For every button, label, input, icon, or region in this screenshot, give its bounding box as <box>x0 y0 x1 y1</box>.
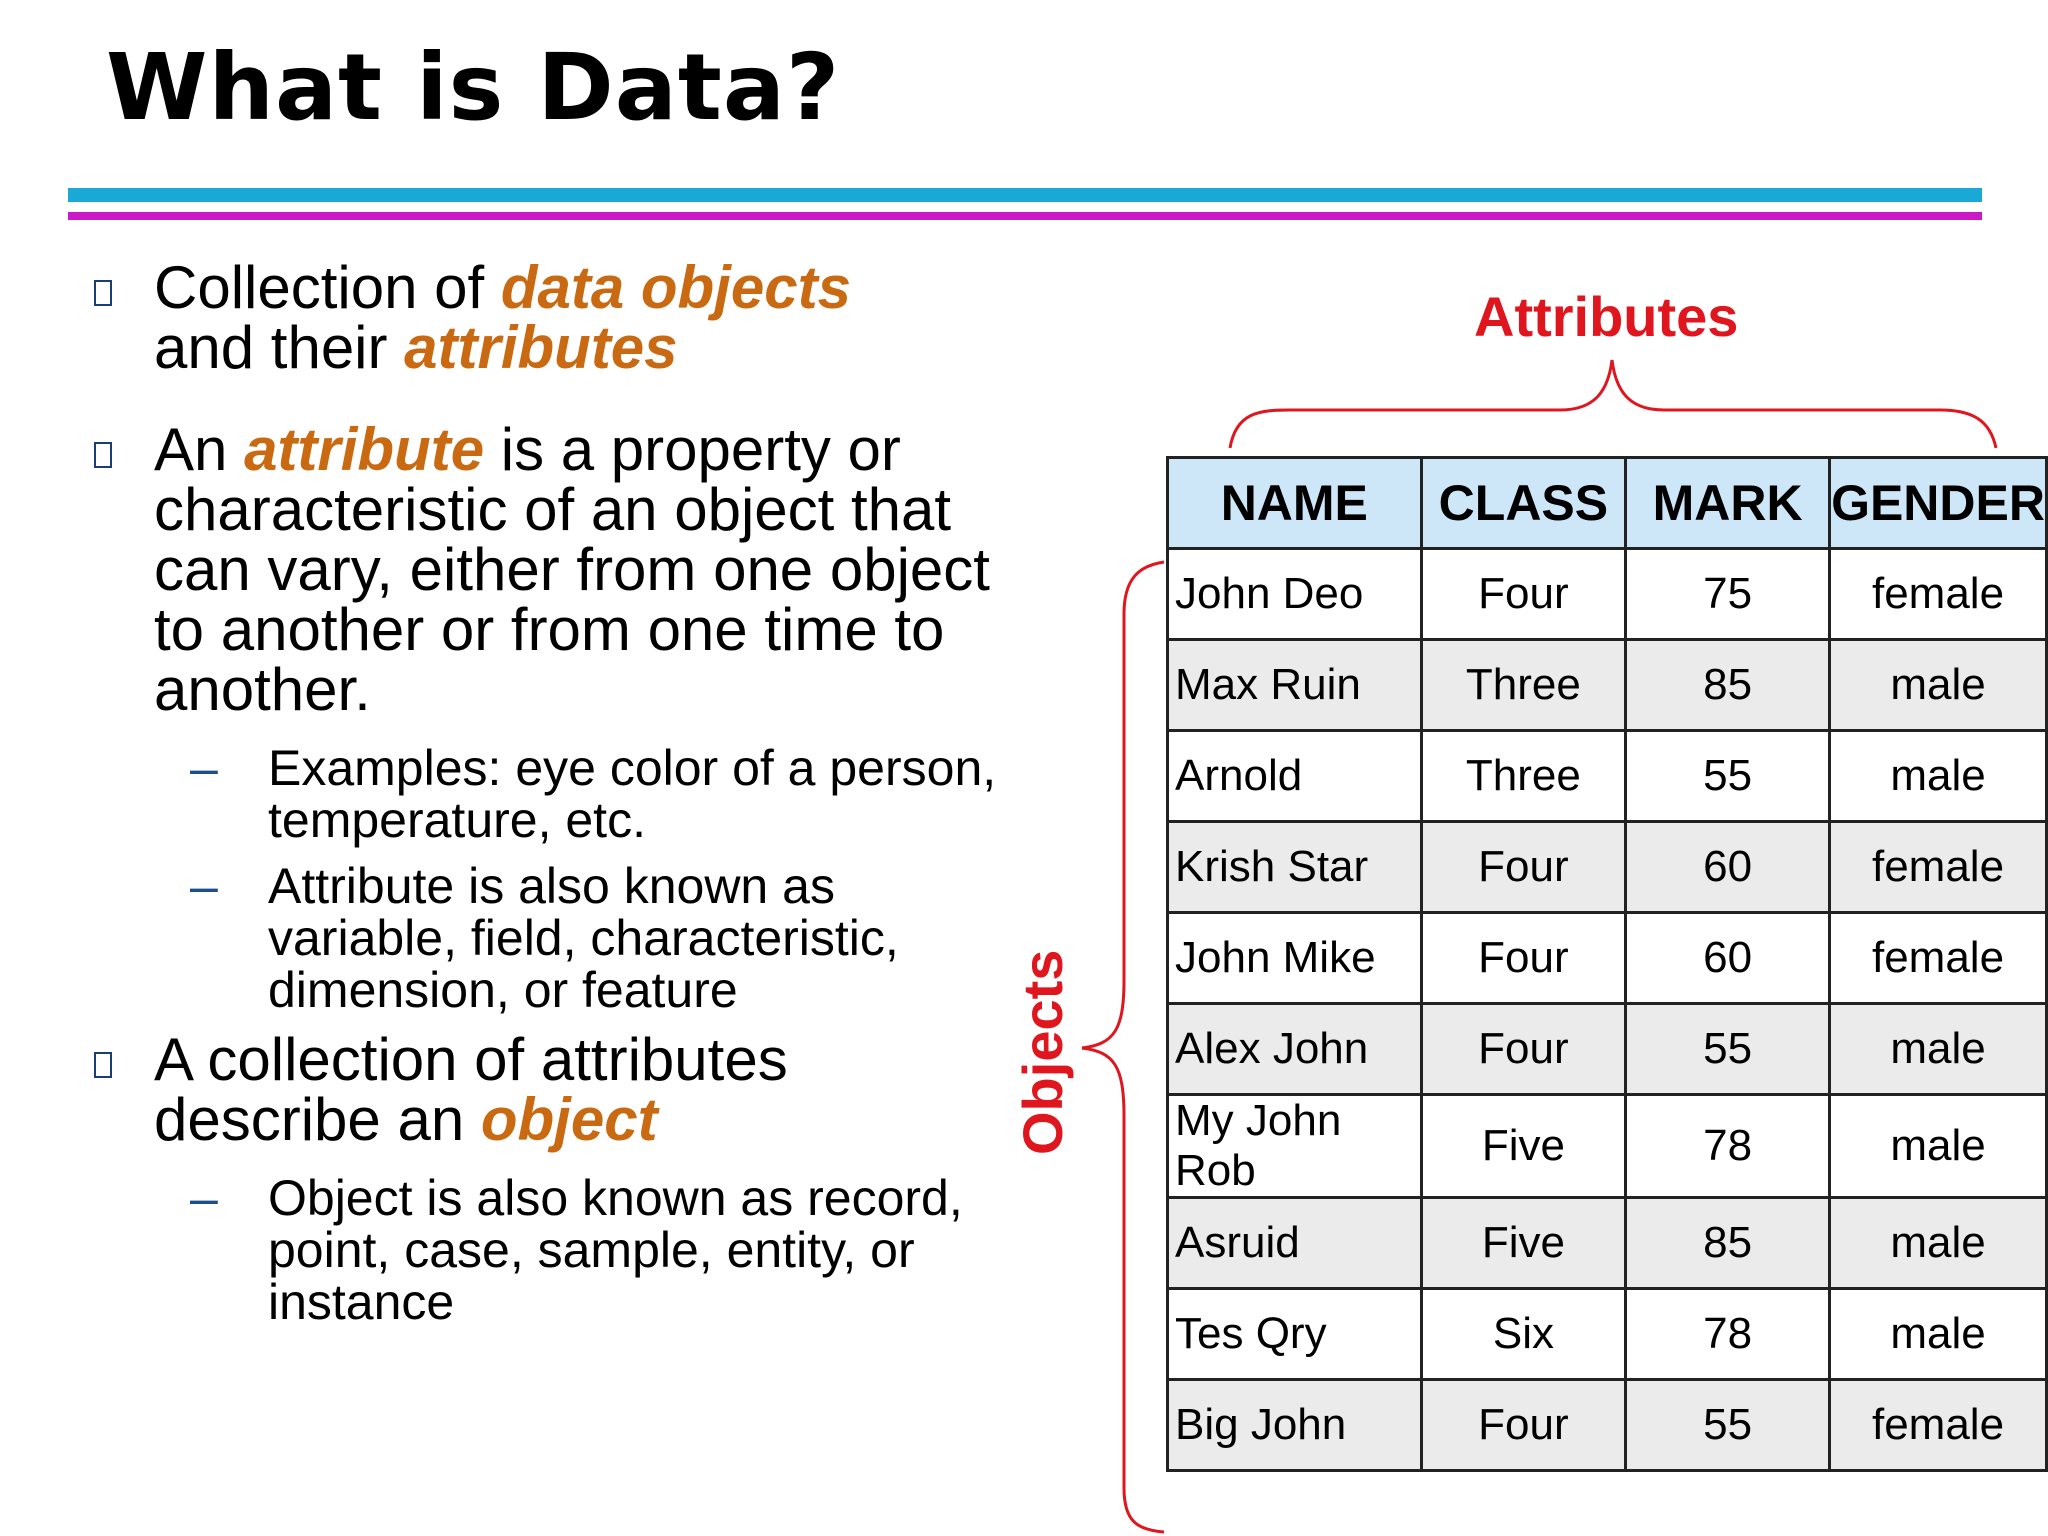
cell-name: Max Ruin <box>1168 640 1422 731</box>
cell-gender: male <box>1830 640 2047 731</box>
cell-class: Four <box>1421 822 1626 913</box>
header-class: CLASS <box>1421 458 1626 549</box>
dash-bullet-icon: – <box>190 1170 218 1226</box>
data-table <box>1166 456 2048 1472</box>
table-row <box>1168 1095 2047 1198</box>
sub-bullet-text: Object is also known as record, point, case, sample, entity, or instance <box>268 1170 963 1330</box>
cell-mark: 75 <box>1626 549 1830 640</box>
sub-bullet-text: Examples: eye color of a person, temperature, etc. <box>268 740 997 848</box>
cell-mark: 85 <box>1626 640 1830 731</box>
cell-name: Alex John <box>1168 1004 1422 1095</box>
cell-mark: 55 <box>1626 731 1830 822</box>
table-row <box>1168 913 2047 1004</box>
bullet-2-pre: An <box>154 416 245 483</box>
cell-name: John Deo <box>1168 549 1422 640</box>
header-mark: MARK <box>1626 458 1830 549</box>
cell-mark: 55 <box>1626 1380 1830 1471</box>
cell-name: Tes Qry <box>1168 1289 1422 1380</box>
cell-gender: female <box>1830 913 2047 1004</box>
table-row <box>1168 731 2047 822</box>
table-row <box>1168 1380 2047 1471</box>
cell-gender: male <box>1830 731 2047 822</box>
table-row <box>1168 1289 2047 1380</box>
cell-mark: 78 <box>1626 1289 1830 1380</box>
table-row <box>1168 640 2047 731</box>
cell-mark: 78 <box>1626 1095 1830 1198</box>
cell-mark: 85 <box>1626 1198 1830 1289</box>
cell-name: John Mike <box>1168 913 1422 1004</box>
cell-name: Arnold <box>1168 731 1422 822</box>
cell-gender: female <box>1830 549 2047 640</box>
cell-class: Five <box>1421 1095 1626 1198</box>
em-attributes: attributes <box>404 314 678 381</box>
dash-bullet-icon: – <box>190 858 218 914</box>
bullet-2-text: is a property or characteristic of an object that can vary, either from one object to another or from one time to another. <box>154 416 990 723</box>
header-row <box>1168 458 2047 549</box>
cell-class: Three <box>1421 731 1626 822</box>
header-name: NAME <box>1168 458 1422 549</box>
dash-bullet-icon: – <box>190 740 218 796</box>
em-data-objects: data objects <box>500 254 851 321</box>
cell-mark: 55 <box>1626 1004 1830 1095</box>
cell-class: Three <box>1421 640 1626 731</box>
cell-name: Krish Star <box>1168 822 1422 913</box>
header-gender: GENDER <box>1830 458 2047 549</box>
table-row <box>1168 1004 2047 1095</box>
cell-class: Four <box>1421 1380 1626 1471</box>
objects-brace-icon <box>1082 562 1164 1532</box>
cell-gender: male <box>1830 1004 2047 1095</box>
cell-class: Four <box>1421 549 1626 640</box>
table-row <box>1168 1198 2047 1289</box>
em-object: object <box>480 1086 658 1153</box>
cell-class: Four <box>1421 913 1626 1004</box>
cell-class: Four <box>1421 1004 1626 1095</box>
cell-gender: male <box>1830 1095 2047 1198</box>
bullet-1-text-2: and their <box>154 314 405 381</box>
cell-class: Five <box>1421 1198 1626 1289</box>
cell-name: Asruid <box>1168 1198 1422 1289</box>
sub-bullet-text: Attribute is also known as variable, field, characteristic, dimension, or feature <box>268 858 899 1018</box>
cell-mark: 60 <box>1626 913 1830 1004</box>
cell-gender: male <box>1830 1289 2047 1380</box>
cell-class: Six <box>1421 1289 1626 1380</box>
bullet-3-text: A collection of attributes describe an <box>154 1026 788 1153</box>
cell-gender: male <box>1830 1198 2047 1289</box>
em-attribute: attribute <box>244 416 485 483</box>
attributes-brace-icon <box>1230 360 1996 448</box>
bullet-1-text: Collection of <box>154 254 501 321</box>
cell-mark: 60 <box>1626 822 1830 913</box>
slide-title: What is Data? <box>106 34 841 141</box>
table-row <box>1168 822 2047 913</box>
cell-gender: female <box>1830 822 2047 913</box>
attributes-label: Attributes <box>1474 285 1739 348</box>
cell-gender: female <box>1830 1380 2047 1471</box>
table-row <box>1168 549 2047 640</box>
objects-label: Objects <box>1011 949 1074 1155</box>
cell-name: Big John <box>1168 1380 1422 1471</box>
cell-name: My John Rob <box>1168 1095 1422 1198</box>
